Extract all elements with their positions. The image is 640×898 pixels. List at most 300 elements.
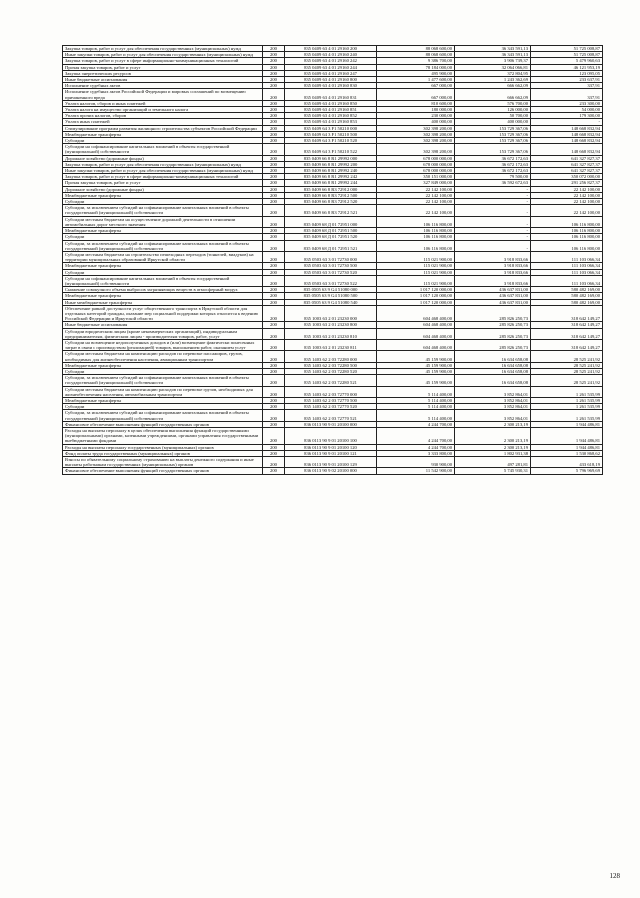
row-unexecuted-amount-cell: 291 256 827,37	[531, 180, 603, 186]
table-row	[63, 144, 603, 155]
row-executed-amount-cell: -	[455, 186, 531, 192]
row-approved-amount-cell: 604 468 400,00	[377, 328, 455, 339]
row-approved-amount-cell: 180 000,00	[377, 107, 455, 113]
row-code-line-cell: 200	[263, 107, 285, 113]
table-row	[63, 457, 603, 468]
row-approved-amount-cell: 45 159 900,00	[377, 375, 455, 386]
row-name-cell: Межбюджетные трансферты	[63, 263, 263, 269]
row-approved-amount-cell: 106 116 800,00	[377, 240, 455, 251]
row-name-cell: Прочая закупка товаров, работ и услуг	[63, 180, 263, 186]
row-classification-code-cell: 835 0409 66 8 R3 72912 500	[285, 192, 377, 198]
row-executed-amount-cell: 36 343 591,13	[455, 46, 531, 52]
row-name-cell: Взносы по обязательному социальному страхованию на выплаты денежного содержания и иные выплаты работникам государственных (муниципальных) органов	[63, 457, 263, 468]
row-name-cell: Уплата иных платежей	[63, 119, 263, 125]
row-classification-code-cell: 835 0409 63 4 01 29160 850	[285, 100, 377, 106]
row-approved-amount-cell: 106 116 800,00	[377, 228, 455, 234]
row-classification-code-cell: 835 1003 63 2 01 23230 811	[285, 339, 377, 350]
row-name-cell: Закупка товаров, работ и услуг в сфере информационно-коммуникационных технологий	[63, 58, 263, 64]
row-classification-code-cell: 835 0505 63 9 G4 51080 540	[285, 299, 377, 305]
row-unexecuted-amount-cell: 148 668 832,94	[531, 144, 603, 155]
row-code-line-cell: 200	[263, 100, 285, 106]
row-code-line-cell: 200	[263, 362, 285, 368]
row-name-cell: Субсидии	[63, 234, 263, 240]
row-classification-code-cell: 835 0409 68 Д 01 72951 520	[285, 234, 377, 240]
row-code-line-cell: 200	[263, 375, 285, 386]
row-unexecuted-amount-cell: 22 142 100,00	[531, 186, 603, 192]
table-row	[63, 444, 603, 450]
row-approved-amount-cell: 5 114 400,00	[377, 397, 455, 403]
row-approved-amount-cell: 678 000 000,00	[377, 161, 455, 167]
row-name-cell: Дорожное хозяйство (дорожные фонды)	[63, 155, 263, 161]
row-name-cell: Субсидии	[63, 138, 263, 144]
row-executed-amount-cell: 126 000,00	[455, 107, 531, 113]
row-name-cell: Финансовое обеспечение выполнения функций государственных органов	[63, 421, 263, 427]
row-name-cell: Межбюджетные трансферты	[63, 362, 263, 368]
row-name-cell: Субсидии местным бюджетам на строительство пешеходных переходов (тоннелей, виадуков) на территории муниципальных образований Иркутской области	[63, 251, 263, 262]
row-approved-amount-cell: 1 017 120 000,00	[377, 287, 455, 293]
row-name-cell: Исполнение судебных актов	[63, 83, 263, 89]
row-approved-amount-cell: 11 542 900,00	[377, 468, 455, 474]
table-row	[63, 287, 603, 293]
row-name-cell: Субсидии	[63, 199, 263, 205]
row-name-cell: Субсидии	[63, 269, 263, 275]
row-executed-amount-cell: 1 802 931,38	[455, 450, 531, 456]
row-unexecuted-amount-cell: 580 482 169,00	[531, 299, 603, 305]
row-unexecuted-amount-cell: 641 327 827,37	[531, 155, 603, 161]
row-approved-amount-cell: 115 021 900,00	[377, 263, 455, 269]
row-unexecuted-amount-cell: 641 327 827,37	[531, 161, 603, 167]
table-row	[63, 107, 603, 113]
row-approved-amount-cell: 88 068 600,00	[377, 52, 455, 58]
row-approved-amount-cell: 302 398 200,00	[377, 138, 455, 144]
row-code-line-cell: 200	[263, 46, 285, 52]
row-executed-amount-cell: 3 918 833,66	[455, 269, 531, 275]
row-classification-code-cell: 835 0409 66 8 R3 72912 520	[285, 199, 377, 205]
row-executed-amount-cell: 497 281,81	[455, 457, 531, 468]
row-classification-code-cell: 835 0409 64 3 F1 50210 500	[285, 131, 377, 137]
row-unexecuted-amount-cell: 233 300,00	[531, 100, 603, 106]
row-code-line-cell: 200	[263, 287, 285, 293]
row-unexecuted-amount-cell: 179 300,00	[531, 113, 603, 119]
row-name-cell: Финансовое обеспечение выполнения функций государственных органов	[63, 468, 263, 474]
row-name-cell: Субсидии на софинансирование капитальных вложений в объекты государственной (муниципальной) собственности	[63, 144, 263, 155]
row-code-line-cell: 200	[263, 457, 285, 468]
row-executed-amount-cell: 285 826 250,73	[455, 305, 531, 322]
row-code-line-cell: 200	[263, 339, 285, 350]
row-classification-code-cell: 836 0113 90 9 01 20100 100	[285, 428, 377, 445]
row-approved-amount-cell: 302 398 200,00	[377, 131, 455, 137]
row-name-cell: Субсидии местным бюджетам на осуществление дорожной деятельности в отношении автомобильных дорог местного значения	[63, 216, 263, 227]
row-name-cell: Уплата прочих налогов, сборов	[63, 113, 263, 119]
row-approved-amount-cell: 327 849 000,00	[377, 180, 455, 186]
row-approved-amount-cell: 678 000 000,00	[377, 168, 455, 174]
row-approved-amount-cell: 9 386 700,00	[377, 58, 455, 64]
row-classification-code-cell: 835 0505 63 9 G4 51080 500	[285, 293, 377, 299]
row-approved-amount-cell: 350 151 000,00	[377, 174, 455, 180]
row-code-line-cell: 200	[263, 404, 285, 410]
row-executed-amount-cell: 79 500,00	[455, 174, 531, 180]
row-classification-code-cell: 836 0113 90 9 01 20100 129	[285, 457, 377, 468]
row-code-line-cell: 200	[263, 205, 285, 216]
row-classification-code-cell: 835 1403 62 2 03 72280 520	[285, 368, 377, 374]
row-classification-code-cell: 835 1403 62 2 03 72280 000	[285, 351, 377, 362]
row-approved-amount-cell: 667 000,00	[377, 83, 455, 89]
table-row	[63, 125, 603, 131]
row-unexecuted-amount-cell: 318 642 149,27	[531, 305, 603, 322]
row-code-line-cell: 200	[263, 144, 285, 155]
row-approved-amount-cell: 495 900,00	[377, 70, 455, 76]
row-executed-amount-cell: -	[455, 205, 531, 216]
row-approved-amount-cell: 78 184 000,00	[377, 64, 455, 70]
row-approved-amount-cell: 3 333 800,00	[377, 450, 455, 456]
row-name-cell: Межбюджетные трансферты	[63, 228, 263, 234]
row-executed-amount-cell: 50 700,00	[455, 113, 531, 119]
row-executed-amount-cell: 5 745 930,31	[455, 468, 531, 474]
row-name-cell: Расходы на выплаты персоналу государственных (муниципальных) органов	[63, 444, 263, 450]
row-executed-amount-cell: -	[455, 216, 531, 227]
row-code-line-cell: 200	[263, 421, 285, 427]
table-row	[63, 450, 603, 456]
row-executed-amount-cell: 36 672 172,63	[455, 155, 531, 161]
row-unexecuted-amount-cell: 111 103 066,34	[531, 263, 603, 269]
row-executed-amount-cell: 2 300 213,19	[455, 444, 531, 450]
row-classification-code-cell: 835 0409 64 3 F1 50210 000	[285, 125, 377, 131]
row-executed-amount-cell: 400 000,00	[455, 119, 531, 125]
row-unexecuted-amount-cell: 1 944 486,81	[531, 428, 603, 445]
table-row	[63, 168, 603, 174]
row-code-line-cell: 200	[263, 83, 285, 89]
row-approved-amount-cell: 115 021 900,00	[377, 275, 455, 286]
row-executed-amount-cell: -	[455, 234, 531, 240]
row-classification-code-cell: 835 0409 63 4 01 29160 853	[285, 119, 377, 125]
row-code-line-cell: 200	[263, 155, 285, 161]
row-approved-amount-cell: 400 000,00	[377, 119, 455, 125]
row-unexecuted-amount-cell: 111 103 066,34	[531, 269, 603, 275]
row-classification-code-cell: 835 0503 63 3 01 72730 522	[285, 275, 377, 286]
row-approved-amount-cell: 106 116 800,00	[377, 216, 455, 227]
table-row	[63, 174, 603, 180]
row-unexecuted-amount-cell: 641 327 827,37	[531, 168, 603, 174]
row-classification-code-cell: 835 1403 62 2 03 72280 521	[285, 375, 377, 386]
row-executed-amount-cell: 16 634 658,08	[455, 351, 531, 362]
row-name-cell: Уплата налогов, сборов и иных платежей	[63, 100, 263, 106]
row-unexecuted-amount-cell: 148 668 832,94	[531, 125, 603, 131]
row-classification-code-cell: 835 0409 66 8 R1 29992 240	[285, 168, 377, 174]
row-approved-amount-cell: 604 468 400,00	[377, 305, 455, 322]
table-row	[63, 58, 603, 64]
table-row	[63, 46, 603, 52]
row-name-cell: Закупка энергетических ресурсов	[63, 70, 263, 76]
row-classification-code-cell: 835 1403 62 2 03 72770 521	[285, 410, 377, 421]
row-executed-amount-cell: 436 637 831,00	[455, 287, 531, 293]
row-approved-amount-cell: 88 068 600,00	[377, 46, 455, 52]
row-code-line-cell: 200	[263, 305, 285, 322]
table-row	[63, 305, 603, 322]
row-executed-amount-cell: 2 300 213,19	[455, 428, 531, 445]
table-row	[63, 328, 603, 339]
row-code-line-cell: 200	[263, 293, 285, 299]
row-name-cell: Закупка товаров, работ и услуг в сфере информационно-коммуникационных технологий	[63, 174, 263, 180]
row-name-cell: Снижение совокупного объема выбросов загрязняющих веществ в атмосферный воздух	[63, 287, 263, 293]
row-approved-amount-cell: 667 000,00	[377, 89, 455, 100]
row-code-line-cell: 200	[263, 468, 285, 474]
row-code-line-cell: 200	[263, 125, 285, 131]
row-classification-code-cell: 835 1403 62 2 03 72770 000	[285, 386, 377, 397]
row-code-line-cell: 200	[263, 368, 285, 374]
row-classification-code-cell: 835 0409 66 8 R3 72912 521	[285, 205, 377, 216]
row-classification-code-cell: 835 1003 63 2 01 23230 810	[285, 328, 377, 339]
row-unexecuted-amount-cell: 350 072 000,00	[531, 174, 603, 180]
row-unexecuted-amount-cell: 1 261 535,99	[531, 386, 603, 397]
row-name-cell: Субсидии, за исключением субсидий на софинансирование капитальных вложений в объекты государственной (муниципальной) собственности	[63, 410, 263, 421]
row-code-line-cell: 200	[263, 263, 285, 269]
row-approved-amount-cell: 1 477 600,00	[377, 77, 455, 83]
row-unexecuted-amount-cell: 1 944 486,81	[531, 444, 603, 450]
row-unexecuted-amount-cell: 111 103 066,34	[531, 275, 603, 286]
row-name-cell: Межбюджетные трансферты	[63, 192, 263, 198]
row-code-line-cell: 200	[263, 113, 285, 119]
row-approved-amount-cell: 1 017 120 000,00	[377, 293, 455, 299]
row-unexecuted-amount-cell: 28 525 241,92	[531, 375, 603, 386]
row-classification-code-cell: 835 0409 63 4 01 29160 240	[285, 52, 377, 58]
row-classification-code-cell: 835 1003 63 2 01 23230 000	[285, 305, 377, 322]
row-executed-amount-cell: 153 729 367,06	[455, 131, 531, 137]
budget-execution-table	[62, 45, 603, 475]
row-code-line-cell: 200	[263, 228, 285, 234]
row-executed-amount-cell: 666 662,09	[455, 89, 531, 100]
row-approved-amount-cell: 22 142 100,00	[377, 199, 455, 205]
row-name-cell: Субсидии, за исключением субсидий на софинансирование капитальных вложений в объекты государственной (муниципальной) собственности	[63, 205, 263, 216]
row-executed-amount-cell: -	[455, 240, 531, 251]
row-classification-code-cell: 836 0113 90 9 01 20100 120	[285, 444, 377, 450]
row-code-line-cell: 200	[263, 70, 285, 76]
table-row	[63, 468, 603, 474]
row-approved-amount-cell: 22 142 100,00	[377, 186, 455, 192]
row-name-cell: Субсидии на возмещение недополученных доходов и (или) возмещение фактически понесенных затрат в связи с производством (реализацией) товаров, выполнением работ, оказанием услуг	[63, 339, 263, 350]
row-classification-code-cell: 836 0113 90 9 01 20100 121	[285, 450, 377, 456]
row-unexecuted-amount-cell: 580 482 169,00	[531, 293, 603, 299]
table-row	[63, 428, 603, 445]
row-unexecuted-amount-cell: 337,91	[531, 83, 603, 89]
row-unexecuted-amount-cell: 1 944 486,81	[531, 421, 603, 427]
row-unexecuted-amount-cell: 28 525 241,92	[531, 351, 603, 362]
row-code-line-cell: 200	[263, 216, 285, 227]
row-executed-amount-cell: 32 064 066,81	[455, 64, 531, 70]
row-code-line-cell: 200	[263, 89, 285, 100]
row-name-cell: Субсидии местным бюджетам на компенсацию расходов по перевозке грузов, необходимых для жизнеобеспечения населения, автомобильным транспортом	[63, 386, 263, 397]
table-row	[63, 52, 603, 58]
row-classification-code-cell: 835 0409 63 4 01 29160 852	[285, 113, 377, 119]
row-classification-code-cell: 835 0409 63 4 01 29160 851	[285, 107, 377, 113]
row-unexecuted-amount-cell: 1 530 868,62	[531, 450, 603, 456]
row-code-line-cell: 200	[263, 64, 285, 70]
row-executed-amount-cell: 153 729 367,06	[455, 125, 531, 131]
row-name-cell: Обеспечение равной доступности услуг общественного транспорта в Иркутской области для отдельных категорий граждан, оказание мер социальной поддержки которых относится к ведению Российской Федерации и Иркутской области	[63, 305, 263, 322]
row-classification-code-cell: 835 0409 63 4 01 29160 242	[285, 58, 377, 64]
row-code-line-cell: 200	[263, 138, 285, 144]
row-unexecuted-amount-cell: 148 668 832,94	[531, 131, 603, 137]
row-approved-amount-cell: 604 468 400,00	[377, 322, 455, 328]
table-row	[63, 240, 603, 251]
row-unexecuted-amount-cell: 28 525 241,92	[531, 368, 603, 374]
page-number: 128	[609, 872, 620, 880]
row-approved-amount-cell: 45 159 900,00	[377, 351, 455, 362]
row-code-line-cell: 200	[263, 410, 285, 421]
row-approved-amount-cell: 106 116 800,00	[377, 234, 455, 240]
table-row	[63, 386, 603, 397]
row-name-cell: Дорожное хозяйство (дорожные фонды)	[63, 186, 263, 192]
row-executed-amount-cell: 666 662,09	[455, 83, 531, 89]
row-classification-code-cell: 835 0409 68 Д 01 72951 521	[285, 240, 377, 251]
row-classification-code-cell: 835 0409 63 4 01 29160 200	[285, 46, 377, 52]
row-approved-amount-cell: 930 900,00	[377, 457, 455, 468]
row-approved-amount-cell: 4 244 700,00	[377, 428, 455, 445]
row-code-line-cell: 200	[263, 180, 285, 186]
row-unexecuted-amount-cell: 5 479 960,63	[531, 58, 603, 64]
row-classification-code-cell: 836 0113 90 9 01 20100 000	[285, 421, 377, 427]
row-unexecuted-amount-cell: 22 142 100,00	[531, 199, 603, 205]
table-body	[63, 46, 603, 475]
row-unexecuted-amount-cell: 1 261 535,99	[531, 397, 603, 403]
row-code-line-cell: 200	[263, 386, 285, 397]
row-unexecuted-amount-cell: 318 642 149,27	[531, 322, 603, 328]
row-name-cell: Субсидии местным бюджетам на компенсацию расходов по перевозке пассажиров, грузов, необходимых для жизнеобеспечения населения, авиационным транспортом	[63, 351, 263, 362]
row-executed-amount-cell: 3 852 864,01	[455, 410, 531, 421]
row-classification-code-cell: 835 1003 63 2 01 23230 800	[285, 322, 377, 328]
row-approved-amount-cell: 115 021 900,00	[377, 269, 455, 275]
row-name-cell: Иные бюджетные ассигнования	[63, 322, 263, 328]
row-classification-code-cell: 836 0113 90 9 02 20100 000	[285, 468, 377, 474]
row-executed-amount-cell: 3 852 864,01	[455, 404, 531, 410]
table-row	[63, 161, 603, 167]
row-classification-code-cell: 835 0409 64 3 F1 50210 522	[285, 144, 377, 155]
row-classification-code-cell: 835 0409 64 3 F1 50210 520	[285, 138, 377, 144]
row-classification-code-cell: 835 0409 66 8 R1 29992 200	[285, 161, 377, 167]
row-executed-amount-cell: 285 826 250,73	[455, 339, 531, 350]
row-name-cell: Субсидии, за исключением субсидий на софинансирование капитальных вложений в объекты государственной (муниципальной) собственности	[63, 375, 263, 386]
row-code-line-cell: 200	[263, 161, 285, 167]
row-approved-amount-cell: 4 244 700,00	[377, 421, 455, 427]
row-classification-code-cell: 835 1403 62 2 03 72280 500	[285, 362, 377, 368]
row-classification-code-cell: 835 0409 63 4 01 29160 830	[285, 83, 377, 89]
row-name-cell: Иные межбюджетные трансферты	[63, 299, 263, 305]
row-unexecuted-amount-cell: 123 095,05	[531, 70, 603, 76]
row-unexecuted-amount-cell: 22 142 100,00	[531, 205, 603, 216]
row-classification-code-cell: 835 0409 63 4 01 29160 247	[285, 70, 377, 76]
row-name-cell: Субсидии	[63, 404, 263, 410]
row-code-line-cell: 200	[263, 234, 285, 240]
row-unexecuted-amount-cell: 318 642 149,27	[531, 339, 603, 350]
row-code-line-cell: 200	[263, 77, 285, 83]
row-executed-amount-cell: 16 634 658,08	[455, 368, 531, 374]
row-approved-amount-cell: 45 159 900,00	[377, 362, 455, 368]
row-name-cell: Субсидии	[63, 368, 263, 374]
row-name-cell: Расходы на выплаты персоналу в целях обеспечения выполнения функций государственными (муниципальными) органами, казенными учреждениями, органами управления государственными внебюджетными фондами	[63, 428, 263, 445]
row-approved-amount-cell: 45 159 900,00	[377, 368, 455, 374]
row-unexecuted-amount-cell: 28 525 241,92	[531, 362, 603, 368]
row-approved-amount-cell: 302 398 200,00	[377, 144, 455, 155]
row-code-line-cell: 200	[263, 192, 285, 198]
row-classification-code-cell: 835 0409 68 Д 01 72951 000	[285, 216, 377, 227]
row-classification-code-cell: 835 0409 66 8 R3 72912 000	[285, 186, 377, 192]
row-classification-code-cell: 835 0505 63 9 G4 51080 000	[285, 287, 377, 293]
row-classification-code-cell: 835 0409 66 8 R1 29992 000	[285, 155, 377, 161]
row-name-cell: Стимулирование программ развития жилищного строительства субъектов Российской Федерации	[63, 125, 263, 131]
row-approved-amount-cell: 4 244 700,00	[377, 444, 455, 450]
table-row	[63, 251, 603, 262]
row-code-line-cell: 200	[263, 428, 285, 445]
row-executed-amount-cell: 3 918 833,66	[455, 251, 531, 262]
row-executed-amount-cell: 36 672 172,63	[455, 161, 531, 167]
row-code-line-cell: 200	[263, 199, 285, 205]
row-executed-amount-cell: 285 826 250,73	[455, 322, 531, 328]
row-unexecuted-amount-cell: 1 261 535,99	[531, 410, 603, 421]
row-unexecuted-amount-cell: 580 482 169,00	[531, 287, 603, 293]
row-classification-code-cell: 835 0409 63 4 01 29160 244	[285, 64, 377, 70]
row-executed-amount-cell: 3 918 833,66	[455, 263, 531, 269]
row-unexecuted-amount-cell: 337,91	[531, 89, 603, 100]
row-executed-amount-cell: 3 852 864,01	[455, 386, 531, 397]
table-row	[63, 410, 603, 421]
table-row	[63, 155, 603, 161]
row-name-cell: Межбюджетные трансферты	[63, 131, 263, 137]
row-unexecuted-amount-cell: 22 142 100,00	[531, 192, 603, 198]
row-code-line-cell: 200	[263, 186, 285, 192]
row-unexecuted-amount-cell: 233 637,91	[531, 77, 603, 83]
row-unexecuted-amount-cell: 106 116 800,00	[531, 228, 603, 234]
row-unexecuted-amount-cell: 106 116 800,00	[531, 240, 603, 251]
row-name-cell: Субсидии на софинансирование капитальных вложений в объекты государственной (муниципальной) собственности	[63, 275, 263, 286]
row-code-line-cell: 200	[263, 275, 285, 286]
table-row	[63, 421, 603, 427]
row-classification-code-cell: 835 0503 63 3 01 72730 500	[285, 263, 377, 269]
row-approved-amount-cell: 810 600,00	[377, 100, 455, 106]
table-row	[63, 205, 603, 216]
row-code-line-cell: 200	[263, 269, 285, 275]
row-code-line-cell: 200	[263, 58, 285, 64]
row-code-line-cell: 200	[263, 444, 285, 450]
row-executed-amount-cell: 36 592 672,63	[455, 180, 531, 186]
table-row	[63, 89, 603, 100]
row-name-cell: Фонд оплаты труда государственных (муниципальных) органов	[63, 450, 263, 456]
row-approved-amount-cell: 604 468 400,00	[377, 339, 455, 350]
row-code-line-cell: 200	[263, 450, 285, 456]
row-approved-amount-cell: 5 114 400,00	[377, 404, 455, 410]
table-row	[63, 275, 603, 286]
row-approved-amount-cell: 302 398 200,00	[377, 125, 455, 131]
table-row	[63, 339, 603, 350]
row-name-cell: Иные бюджетные ассигнования	[63, 77, 263, 83]
row-unexecuted-amount-cell: 106 116 800,00	[531, 234, 603, 240]
row-name-cell: Закупка товаров, работ и услуг для обеспечения государственных (муниципальных) нужд	[63, 161, 263, 167]
row-code-line-cell: 200	[263, 322, 285, 328]
row-code-line-cell: 200	[263, 240, 285, 251]
row-unexecuted-amount-cell: 54 000,00	[531, 107, 603, 113]
row-name-cell: Прочая закупка товаров, работ и услуг	[63, 64, 263, 70]
row-unexecuted-amount-cell: 46 121 953,19	[531, 64, 603, 70]
row-executed-amount-cell: -	[455, 228, 531, 234]
row-executed-amount-cell: 2 300 213,19	[455, 421, 531, 427]
row-approved-amount-cell: 115 021 900,00	[377, 251, 455, 262]
row-approved-amount-cell: 5 114 400,00	[377, 410, 455, 421]
row-approved-amount-cell: 22 142 100,00	[377, 205, 455, 216]
row-classification-code-cell: 835 0409 63 4 01 29160 831	[285, 89, 377, 100]
row-classification-code-cell: 835 0409 63 4 01 29160 800	[285, 77, 377, 83]
row-name-cell: Межбюджетные трансферты	[63, 397, 263, 403]
row-classification-code-cell: 835 1403 62 2 03 72770 520	[285, 404, 377, 410]
row-unexecuted-amount-cell: -	[531, 119, 603, 125]
row-code-line-cell: 200	[263, 52, 285, 58]
